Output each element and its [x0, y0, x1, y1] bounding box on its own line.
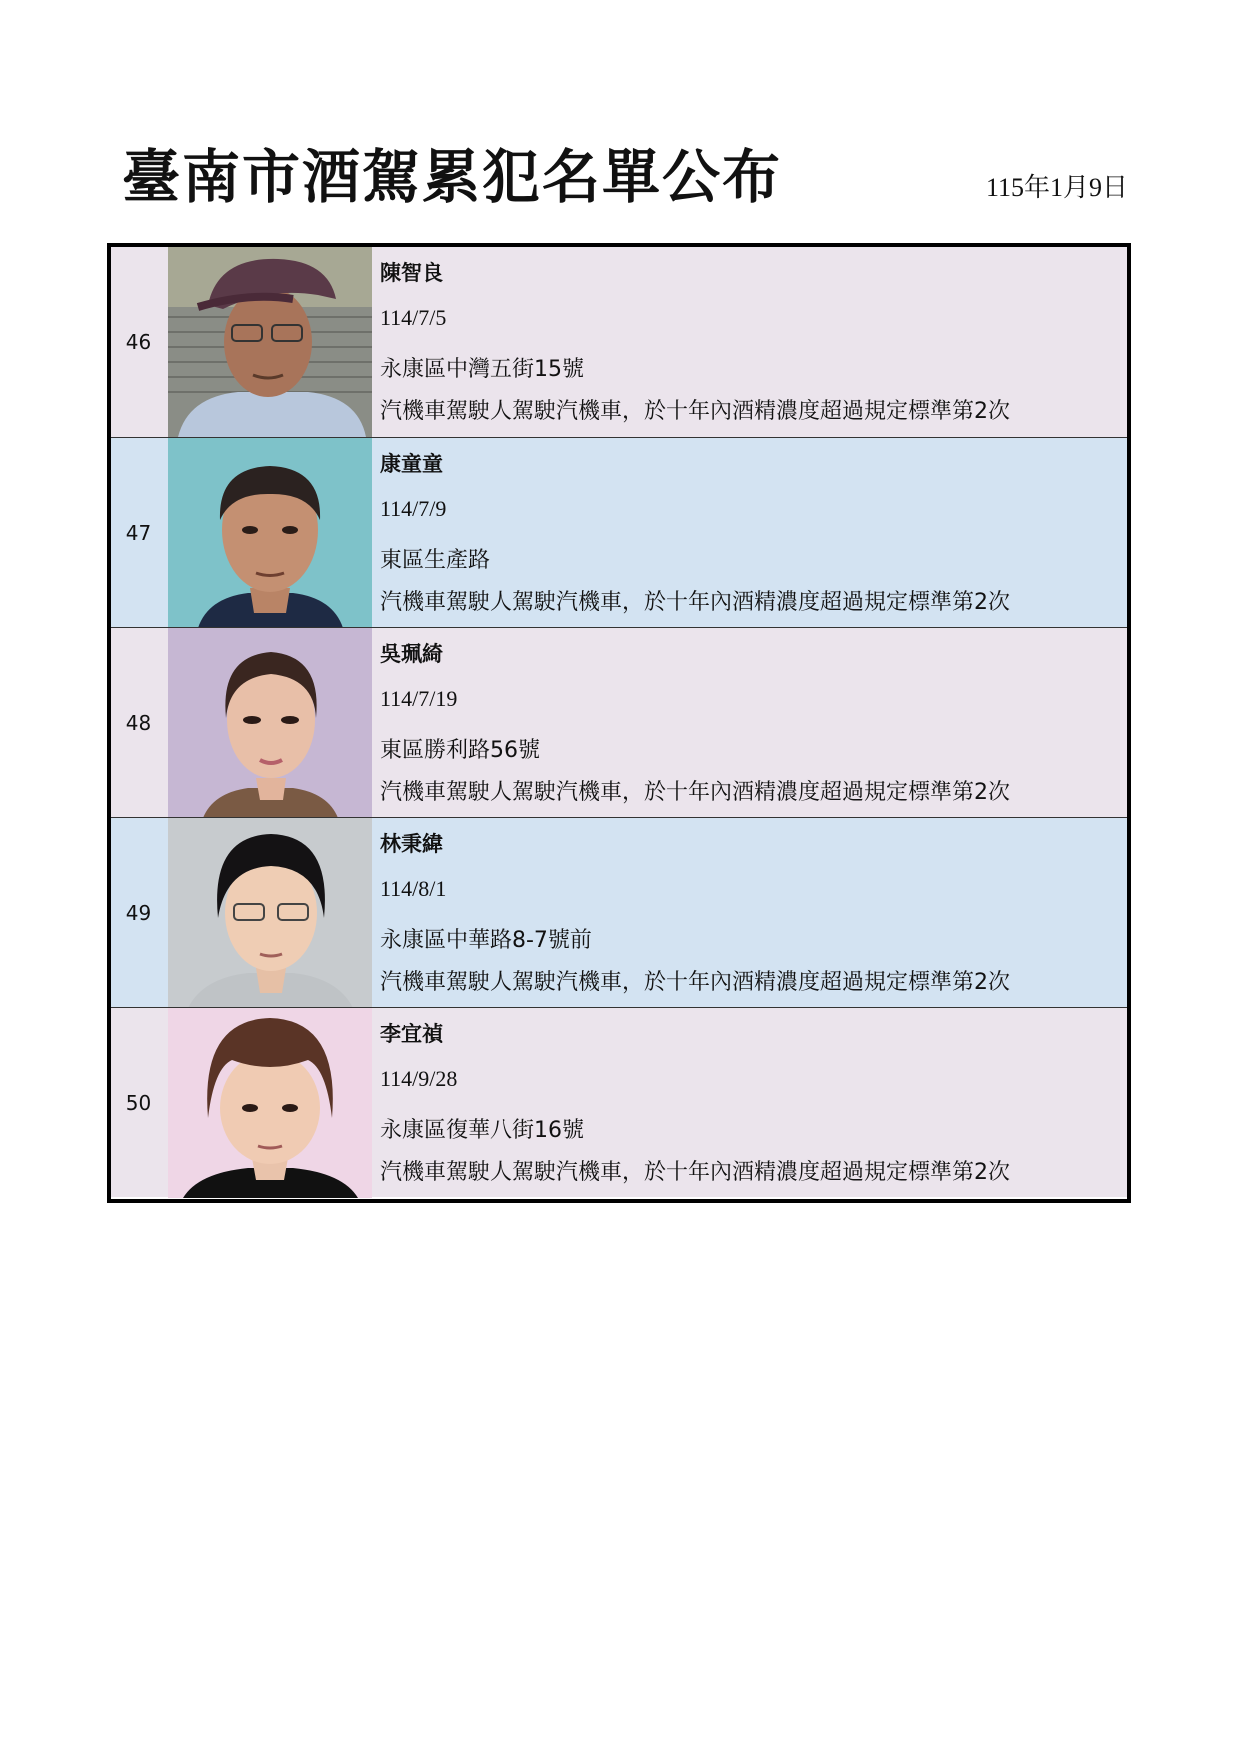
- table-row: [111, 1007, 1127, 1197]
- violation-date: 114/7/19: [380, 686, 458, 711]
- violation-address: 永康區中華路8-7號前: [380, 928, 592, 953]
- person-photo-icon: [168, 818, 372, 1008]
- row-number: 48: [125, 710, 152, 735]
- violation-date: 114/7/9: [380, 496, 447, 521]
- violation-description: 汽機車駕駛人駕駛汽機車，於十年內酒精濃度超過規定標準第2次: [380, 780, 1010, 805]
- page-title: 臺南市酒駕累犯名單公布: [122, 143, 783, 211]
- row-number: 47: [125, 520, 152, 545]
- table-row: [111, 627, 1127, 817]
- violation-description: 汽機車駕駛人駕駛汽機車，於十年內酒精濃度超過規定標準第2次: [380, 970, 1010, 995]
- table-row: [111, 437, 1127, 627]
- person-photo-icon: [168, 247, 372, 437]
- offender-table: [107, 243, 1131, 1203]
- violation-address: 永康區中灣五街15號: [380, 357, 584, 382]
- row-number: 46: [125, 330, 152, 354]
- violation-date: 114/8/1: [380, 876, 447, 901]
- person-photo-icon: [168, 628, 372, 818]
- violation-address: 東區生產路: [380, 548, 491, 573]
- violation-address: 永康區復華八街16號: [380, 1118, 584, 1143]
- person-photo-icon: [168, 1008, 372, 1198]
- person-photo-icon: [168, 438, 372, 628]
- person-name: 吳珮綺: [380, 642, 443, 666]
- person-name: 陳智良: [380, 261, 443, 285]
- table-row: [111, 817, 1127, 1007]
- table-row: [111, 247, 1127, 437]
- violation-address: 東區勝利路56號: [380, 738, 540, 763]
- person-name: 林秉緯: [380, 832, 443, 856]
- row-number: 49: [125, 900, 152, 925]
- violation-date: 114/9/28: [380, 1066, 458, 1091]
- violation-date: 114/7/5: [380, 305, 447, 330]
- violation-description: 汽機車駕駛人駕駛汽機車，於十年內酒精濃度超過規定標準第2次: [380, 1160, 1010, 1185]
- violation-description: 汽機車駕駛人駕駛汽機車，於十年內酒精濃度超過規定標準第2次: [380, 399, 1010, 424]
- row-number: 50: [125, 1090, 152, 1115]
- person-name: 李宜禎: [380, 1022, 443, 1046]
- violation-description: 汽機車駕駛人駕駛汽機車，於十年內酒精濃度超過規定標準第2次: [380, 590, 1010, 615]
- person-name: 康童童: [380, 452, 443, 476]
- publish-date: 115年1月9日: [985, 173, 1128, 202]
